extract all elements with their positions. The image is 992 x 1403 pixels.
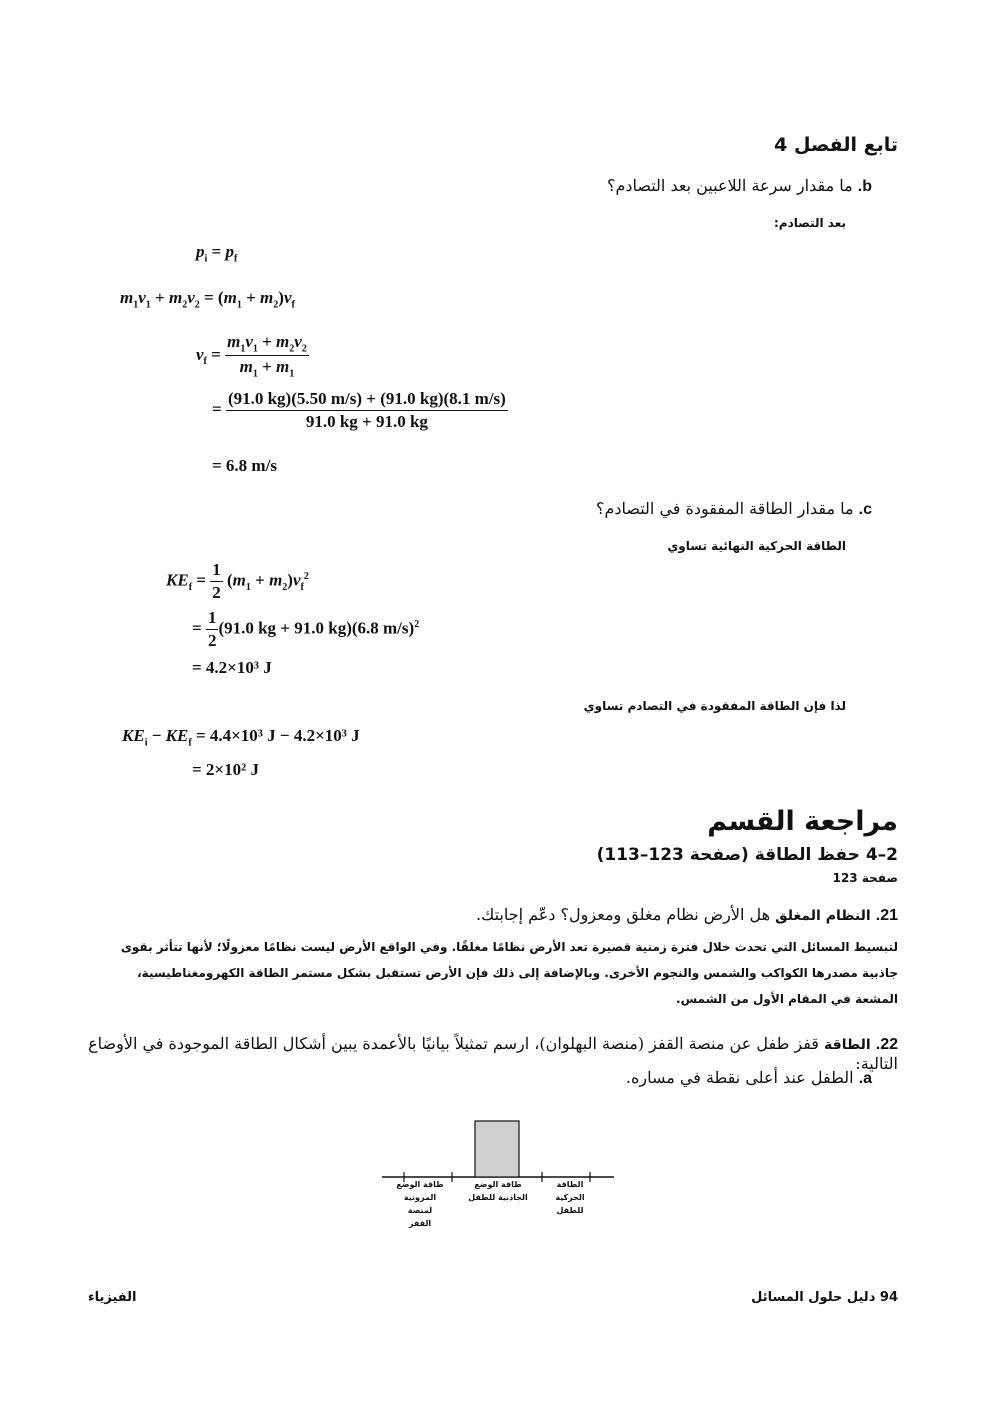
question-22-text: قفز طفل عن منصة القفز (منصة البهلوان)، ارسم تمثيلاً بيانيًا بالأعمدة يبين أشكال الطاقة الموجودة في الأوضاع التالية: — [88, 1034, 898, 1073]
chart-label-line: للطفل — [556, 1206, 584, 1215]
energy-lost-expr: = 4.4×10³ J − 4.2×10³ J — [195, 726, 360, 745]
chart-label-line: طاقة الوضع — [396, 1180, 444, 1189]
question-b-letter: b. — [857, 178, 872, 195]
section-review-title: مراجعة القسم — [707, 806, 898, 837]
question-22a-text: الطفل عند أعلى نقطة في مساره. — [625, 1068, 854, 1087]
answer-b-label: بعد التصادم: — [774, 216, 846, 230]
ke-substituted-values: (91.0 kg + 91.0 kg)(6.8 m/s) — [218, 618, 415, 638]
equation-ke-substituted: = $\frac{1}{2}$ (91.0 kg + 91.0 kg)(6.8 m/s)$^2$ — [192, 608, 420, 650]
section-subtitle: 2–4 حفظ الطاقة (صفحة 123–113) — [596, 845, 898, 865]
answer-c-label-2: لذا فإن الطاقة المفقودة في التصادم تساوي — [583, 699, 846, 713]
question-22a — [626, 1068, 872, 1088]
equation-energy-lost: $KE_i - KE_f = 4.4\times 10^3$ J − 4.2×10³ J — [122, 726, 360, 749]
chart-label-line: المرونية لمنصة — [403, 1193, 437, 1215]
question-b-text: ما مقدار سرعة اللاعبين بعد التصادم؟ — [606, 176, 853, 195]
answer-21-line: لتبسيط المسائل التي تحدث خلال فترة زمنية قصيرة تعد الأرض نظامًا مغلقًا. وفي الواقع الأرض ليست نظامًا معزولًا؛ لأنها تتأثر بقوى — [120, 940, 898, 954]
question-c-text: ما مقدار الطاقة المفقودة في التصادم؟ — [595, 499, 854, 518]
page-number: 94 — [879, 1290, 898, 1305]
vf-numerator: (91.0 kg)(5.50 m/s) + (91.0 kg)(8.1 m/s) — [226, 389, 508, 411]
footer-subject: الفيزياء — [88, 1290, 137, 1305]
chart-label-kinetic — [546, 1178, 594, 1217]
question-22a-letter: a. — [858, 1070, 872, 1087]
chapter-header: تابع الفصل 4 — [774, 134, 898, 156]
chart-label-line: الطاقة — [556, 1180, 584, 1189]
chart-label-line: طاقة الوضع — [474, 1180, 522, 1189]
chart-label-line: القفز — [408, 1219, 432, 1228]
vf-denominator: 91.0 kg + 91.0 kg — [305, 412, 428, 431]
chart-label-gravitational-pe — [464, 1178, 532, 1204]
equation-ke-result: = 4.2×10³ J — [192, 658, 272, 677]
question-22-lead: الطاقة — [824, 1037, 871, 1053]
equation-momentum-conservation: $p_i = p_f$ — [196, 242, 238, 265]
question-21-number: 21. — [875, 907, 898, 924]
question-21 — [476, 905, 898, 925]
question-c — [596, 499, 872, 519]
question-22-number: 22. — [875, 1036, 898, 1053]
chart-label-line: الجاذبية للطفل — [468, 1193, 528, 1202]
equation-vf-substituted: = $\frac{(91.0 kg)(5.50 m/s) + (91.0 kg)(8.1 m/s)}{91.0 kg + 91.0 kg}$ — [212, 389, 506, 431]
question-c-letter: c. — [858, 501, 872, 518]
question-21-text: هل الأرض نظام مغلق ومعزول؟ دعّم إجابتك. — [476, 905, 771, 924]
answer-c-label: الطاقة الحركية النهائية تساوي — [667, 539, 846, 553]
answer-21-line: المشعة في المقام الأول من الشمس. — [676, 992, 898, 1006]
chart-label-elastic-pe — [392, 1178, 448, 1230]
answer-21 — [98, 934, 898, 1012]
equation-vf-result: = 6.8 m/s — [212, 456, 277, 475]
bar-gravitational-pe — [475, 1121, 519, 1177]
equation-energy-lost-result: = 2×10² J — [192, 760, 259, 779]
equation-vf-formula: $v_f$ = $\frac{m_1v_1 + m_2v_2}{m_1 + m_1}$ — [196, 332, 307, 380]
equation-ke-formula: $KE_f$ = $\frac{1}{2}$ $(m_1 + m_2)v_f^2$ — [166, 560, 309, 602]
section-page-ref: صفحة 123 — [832, 871, 898, 885]
chart-label-line: الحركية — [555, 1193, 585, 1202]
answer-21-line: جاذبية مصدرها الكواكب والشمس والنجوم الأخرى. وبالإضافة إلى ذلك فإن الأرض تستقبل بشكل مستمر الطاقة الكهرومغناطيسية، — [137, 966, 898, 980]
guide-title: دليل حلول المسائل — [751, 1290, 876, 1305]
footer-left — [751, 1290, 898, 1305]
equation-momentum-expanded: $m_1v_1 + m_2v_2 = (m_1 + m_2)v_f$ — [120, 288, 295, 311]
question-b — [607, 176, 872, 196]
question-21-lead: النظام المغلق — [775, 908, 871, 924]
